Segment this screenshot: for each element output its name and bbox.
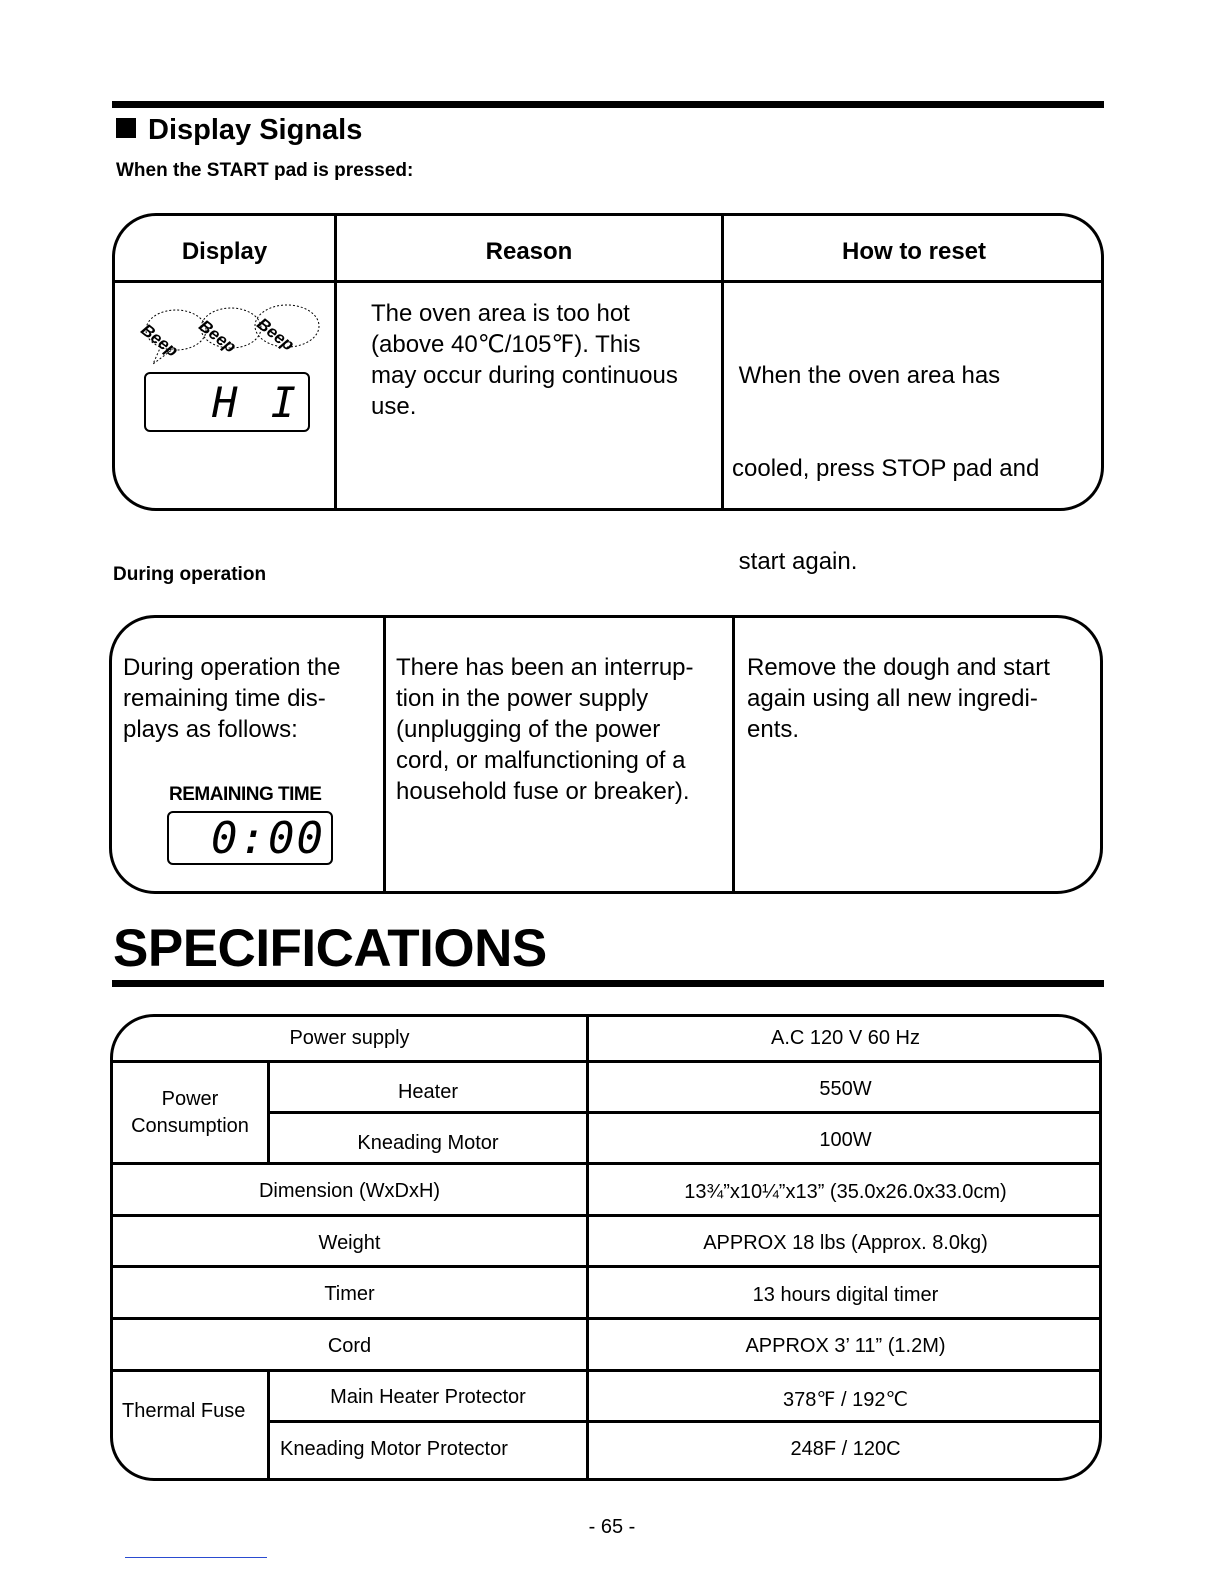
divider: [732, 618, 735, 891]
cord-label: Cord: [327, 1335, 372, 1357]
remaining-lcd-display: [167, 811, 333, 865]
power-supply-value: A.C 120 V 60 Hz: [771, 1027, 920, 1049]
power-consumption-label: Power Consumption: [131, 1088, 249, 1137]
dimension-label: Dimension (WxDxH): [258, 1180, 441, 1202]
top-rule: [112, 101, 1104, 108]
remaining-time-label: REMAINING TIME: [169, 784, 322, 805]
timer-label: Timer: [324, 1283, 375, 1305]
power-supply-label: Power supply: [289, 1027, 410, 1049]
beep-text-1: Beep: [137, 320, 182, 361]
weight-value: APPROX 18 lbs (Approx. 8.0kg): [703, 1232, 988, 1254]
header-reason: Reason: [485, 238, 573, 265]
divider: [267, 1111, 1099, 1114]
main-heater-protector-value: 378℉ / 192℃: [783, 1389, 908, 1411]
motor-label: Kneading Motor: [357, 1132, 499, 1154]
specifications-table: [110, 1014, 1102, 1481]
header-display: Display: [181, 238, 268, 265]
motor-protector-label: Kneading Motor Protector: [280, 1438, 508, 1460]
operation-caption: During operation: [113, 564, 267, 585]
motor-protector-value: 248F / 120C: [790, 1438, 901, 1460]
footer-line: [125, 1557, 267, 1558]
op-reset-text: Remove the dough and start again using all new ingredi- ents.: [747, 654, 1050, 743]
specifications-title: SPECIFICATIONS: [113, 919, 547, 978]
specifications-rule: [112, 980, 1104, 987]
heater-label: Heater: [397, 1081, 459, 1103]
divider: [113, 1214, 1099, 1217]
divider: [113, 1265, 1099, 1268]
timer-value: 13 hours digital timer: [752, 1284, 939, 1306]
motor-value: 100W: [819, 1129, 872, 1151]
divider: [267, 1420, 1099, 1423]
page-number: - 65 -: [588, 1516, 636, 1538]
divider: [115, 280, 1101, 283]
main-heater-protector-label: Main Heater Protector: [330, 1386, 526, 1408]
hot-lcd-display: [144, 372, 310, 432]
start-caption: When the START pad is pressed:: [116, 160, 414, 181]
remaining-time-value: 0:00: [211, 813, 325, 864]
weight-label: Weight: [318, 1232, 381, 1254]
divider: [113, 1162, 1099, 1165]
beep-text-3: Beep: [253, 314, 298, 355]
hot-display-value: H I: [212, 378, 300, 427]
divider: [383, 618, 386, 891]
hot-reason-text: The oven area is too hot (above 40℃/105℉). This may occur during continuous use.: [371, 300, 678, 420]
operation-signal-table: [109, 615, 1103, 894]
divider: [113, 1060, 1099, 1063]
dimension-value: 13¾”x10¼”x13” (35.0x26.0x33.0cm): [684, 1181, 1007, 1203]
square-bullet-icon: [116, 118, 136, 138]
beep-text-2: Beep: [195, 316, 240, 357]
header-reset: How to reset: [841, 238, 987, 265]
thermal-fuse-label: Thermal Fuse: [122, 1400, 246, 1422]
heater-value: 550W: [819, 1078, 872, 1100]
divider: [113, 1369, 1099, 1372]
cord-value: APPROX 3’ 11” (1.2M): [745, 1335, 946, 1357]
section-title: [116, 114, 362, 147]
op-reason-text: There has been an interrup- tion in the power supply (unplugging of the power cord, or malfunctioning of a household fuse or breaker).: [396, 654, 694, 805]
hot-reset-text: When the oven area has cooled, press STOP pad and start again.: [732, 362, 1040, 575]
divider: [113, 1317, 1099, 1320]
section-title-text: Display Signals: [148, 114, 363, 146]
op-display-text: During operation the remaining time dis- plays as follows:: [123, 654, 341, 743]
